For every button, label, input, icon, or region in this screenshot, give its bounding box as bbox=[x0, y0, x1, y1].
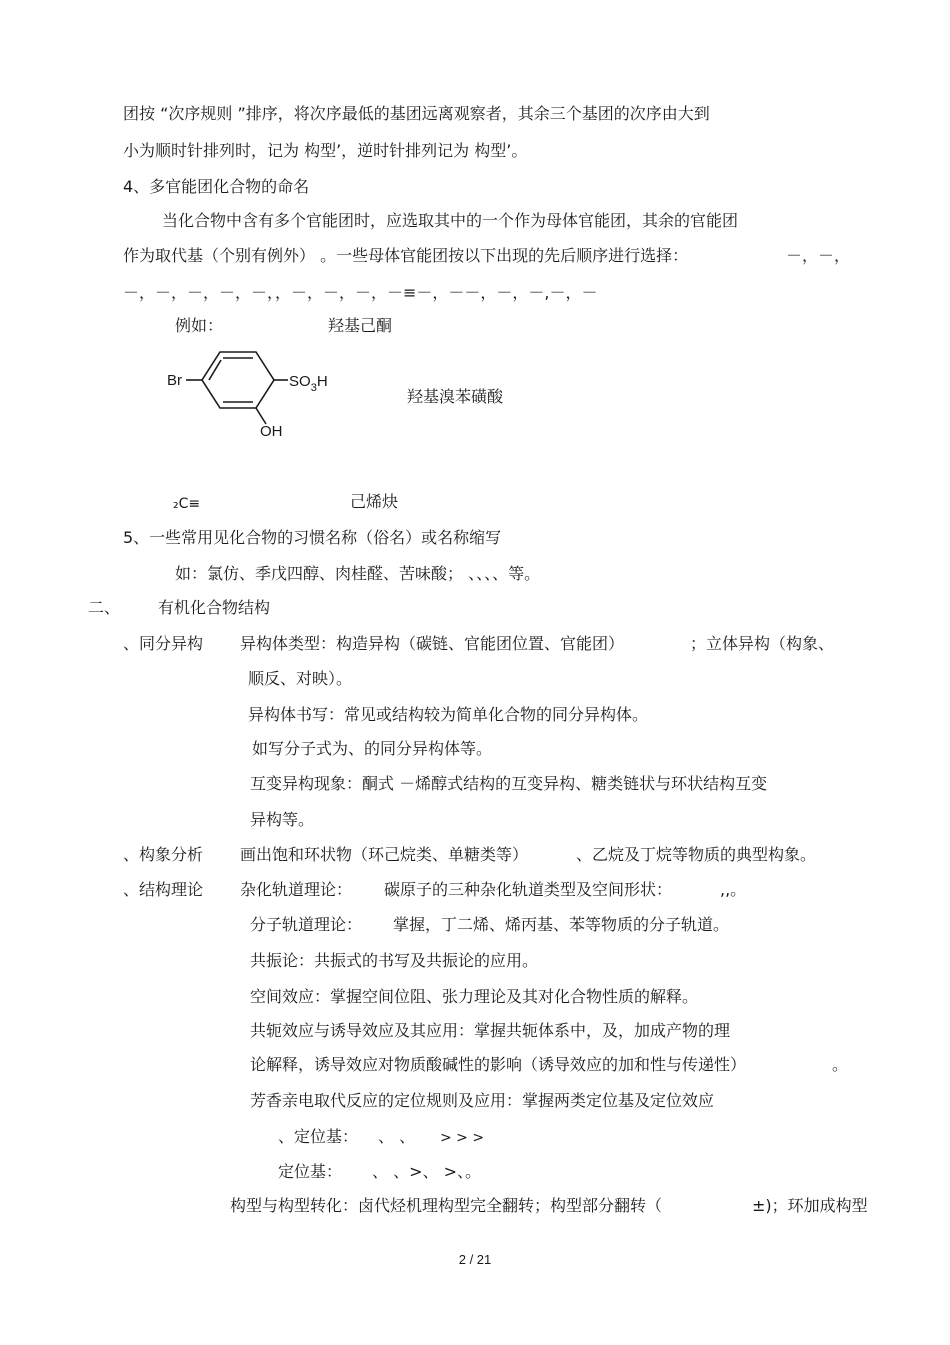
example-label: 例如： bbox=[175, 316, 224, 335]
text-line: 、定位基： bbox=[278, 1127, 359, 1146]
hydroxyl-label: OH bbox=[260, 423, 283, 440]
text-line: 团按 “次序规则 ”排序，将次序最低的基团远离观察者，其余三个基团的次序由大到 bbox=[123, 104, 710, 123]
text-line: ,,。 bbox=[720, 880, 747, 899]
text-line: 构型与构型转化：卤代烃机理构型完全翻转；构型部分翻转（ bbox=[230, 1196, 663, 1215]
text-line: －，－， bbox=[786, 246, 851, 265]
bromo-sulfonic-acid-structure bbox=[160, 340, 350, 450]
text-line: 互变异构现象：酮式 －烯醇式结构的互变异构、糖类链状与环状结构互变 bbox=[250, 774, 768, 793]
text-line: 。 bbox=[832, 1055, 849, 1074]
compound-name: 己烯炔 bbox=[350, 492, 399, 511]
chapter-heading: 有机化合物结构 bbox=[158, 598, 271, 617]
formula-fragment: ₂C≡ bbox=[173, 496, 201, 512]
text-line: ±)；环加成构型 bbox=[752, 1196, 868, 1215]
chapter-number: 二、 bbox=[88, 598, 121, 617]
text-line: 异构体书写：常见或结构较为简单化合物的同分异构体。 bbox=[248, 705, 649, 724]
compound-name: 羟基溴苯磺酸 bbox=[407, 387, 504, 406]
sulfonic-acid-label: $SO_3H$ bbox=[289, 373, 328, 394]
text-line: 掌握，丁二烯、烯丙基、苯等物质的分子轨道。 bbox=[393, 915, 730, 934]
page-number: 2 / 21 bbox=[458, 1252, 492, 1267]
text-line: 空间效应：掌握空间位阻、张力理论及其对化合物性质的解释。 bbox=[250, 987, 699, 1006]
text-line: 、 、 bbox=[378, 1127, 416, 1146]
section-heading: 5、一些常用见化合物的习惯名称（俗名）或名称缩写 bbox=[123, 528, 502, 547]
text-line: 芳香亲电取代反应的定位规则及应用：掌握两类定位基及定位效应 bbox=[250, 1091, 715, 1110]
text-line: 作为取代基（个别有例外） 。一些母体官能团按以下出现的先后顺序进行选择： bbox=[123, 246, 689, 265]
text-line: ；立体异构（构象、 bbox=[690, 634, 835, 653]
text-line: 共振论：共振式的书写及共振论的应用。 bbox=[250, 951, 539, 970]
text-line: 异构等。 bbox=[250, 810, 315, 829]
subsection-label: 、构象分析 bbox=[123, 845, 204, 864]
compound-name: 羟基己酮 bbox=[328, 316, 393, 335]
text-line: 杂化轨道理论： bbox=[240, 880, 353, 899]
text-line: 如：氯仿、季戊四醇、肉桂醛、苦味酸； 、、、、等。 bbox=[175, 564, 541, 583]
section-heading: 4、多官能团化合物的命名 bbox=[123, 177, 310, 196]
text-line: 共轭效应与诱导效应及其应用：掌握共轭体系中，及，加成产物的理 bbox=[250, 1021, 731, 1040]
text-line: 如写分子式为、的同分异构体等。 bbox=[252, 739, 493, 758]
bromo-label: Br bbox=[167, 372, 182, 389]
text-line: 画出饱和环状物（环己烷类、单糖类等） bbox=[240, 845, 529, 864]
text-line: －，－，－，－，－，，－，－，－，－≡－，－－，－，－,－，－ bbox=[123, 283, 598, 302]
subsection-label: 、结构理论 bbox=[123, 880, 204, 899]
text-line: 分子轨道理论： bbox=[250, 915, 363, 934]
text-line: 论解释，诱导效应对物质酸碱性的影响（诱导效应的加和性与传递性） bbox=[250, 1055, 747, 1074]
text-line: 当化合物中含有多个官能团时，应选取其中的一个作为母体官能团，其余的官能团 bbox=[162, 211, 739, 230]
text-line: 顺反、对映）。 bbox=[248, 669, 353, 688]
text-line: 定位基： bbox=[278, 1162, 343, 1181]
text-line: 小为顺时针排列时，记为 构型’，逆时针排列记为 构型’。 bbox=[123, 141, 528, 160]
text-line: 碳原子的三种杂化轨道类型及空间形状： bbox=[384, 880, 673, 899]
text-line: > > > bbox=[440, 1130, 485, 1146]
text-line: 、乙烷及丁烷等物质的典型构象。 bbox=[576, 845, 817, 864]
subsection-label: 、同分异构 bbox=[123, 634, 204, 653]
text-line: 异构体类型：构造异构（碳链、官能团位置、官能团） bbox=[240, 634, 625, 653]
text-line: 、 、>、 >、。 bbox=[372, 1162, 481, 1181]
